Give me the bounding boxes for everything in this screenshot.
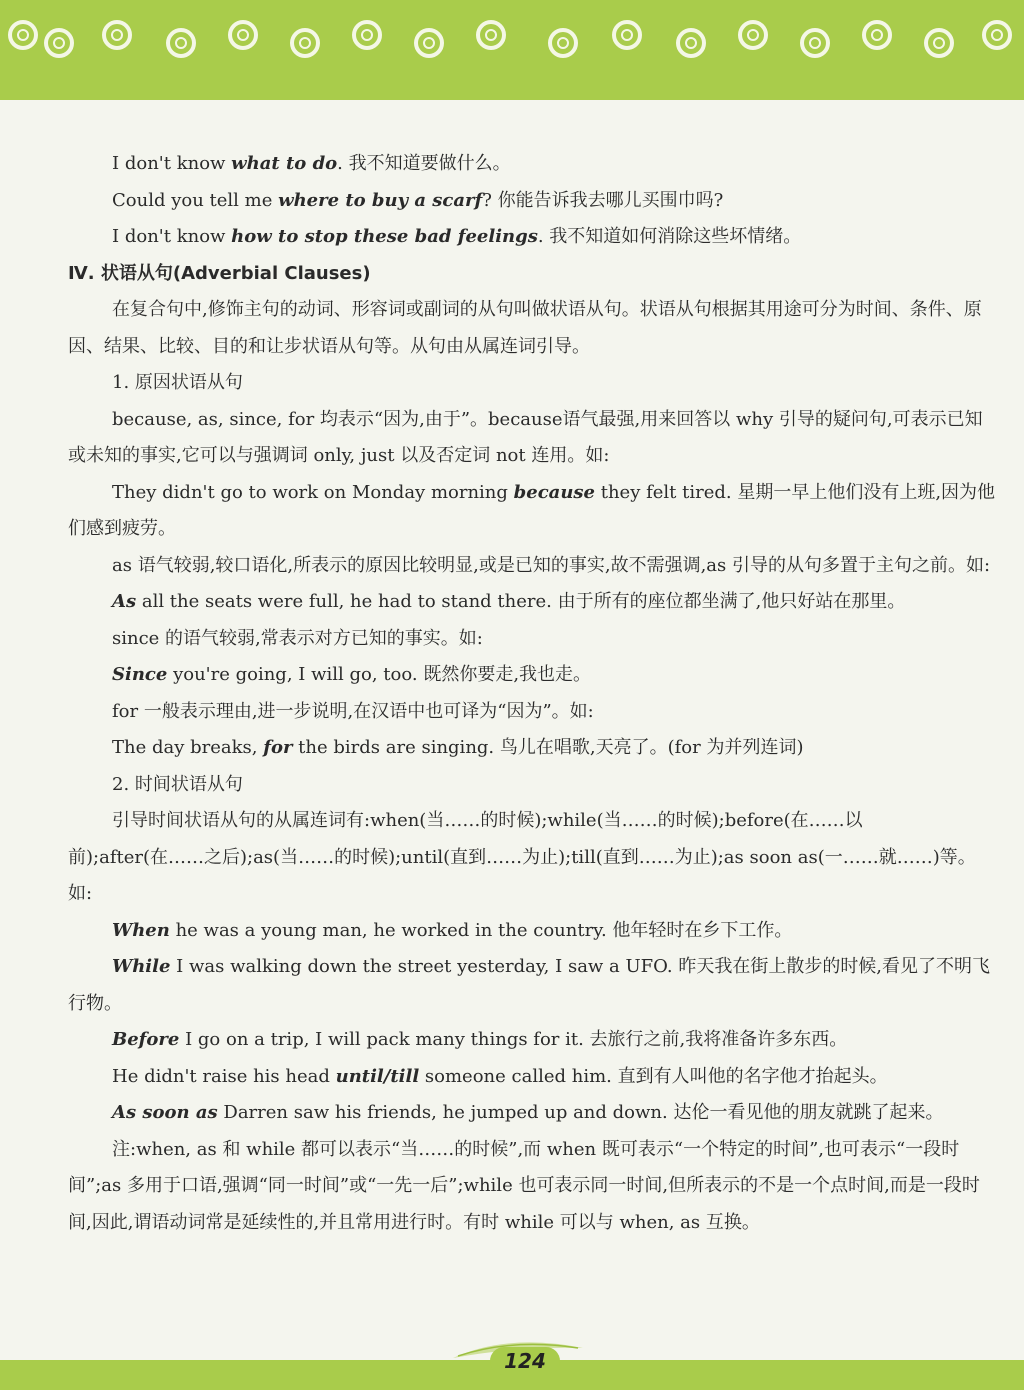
- ring-ornament-icon: [924, 28, 954, 58]
- text-run: the birds are singing. 鸟儿在唱歌,天亮了。(for 为并列连词): [292, 737, 804, 758]
- text-paragraph: [68, 1132, 998, 1242]
- text-paragraph: [68, 949, 998, 1022]
- ring-ornament-icon: [44, 28, 74, 58]
- ring-ornament-icon: [612, 20, 642, 50]
- text-paragraph: [68, 767, 998, 804]
- text-run: I go on a trip, I will pack many things for it. 去旅行之前,我将准备许多东西。: [179, 1029, 848, 1050]
- text-run: 注:when, as 和 while 都可以表示“当……的时候”,而 when 既可表示“一个特定的时间”,也可表示“一段时间”;as 多用于口语,强调“同一时间”或“一先一后”;while 也可表示同一时间,但所表示的不是一个点时间,而是一段时间,因此,谓语动词常是延续性的,并且常用进行时。有时 while 可以与 when, as 互换。: [68, 1138, 980, 1233]
- ring-ornament-icon: [738, 20, 768, 50]
- text-run: They didn't go to work on Monday morning: [112, 481, 514, 503]
- text-paragraph: [68, 402, 998, 475]
- text-run: because, as, since, for 均表示“因为,由于”。because语气最强,用来回答以 why 引导的疑问句,可表示已知或未知的事实,它可以与强调词 only, just 以及否定词 not 连用。如:: [68, 408, 983, 466]
- emphasized-text: When: [112, 919, 170, 941]
- text-paragraph: [68, 803, 998, 913]
- text-paragraph: [68, 475, 998, 548]
- text-paragraph: [68, 730, 998, 767]
- page-number: 124: [490, 1347, 560, 1375]
- text-paragraph: [68, 584, 998, 621]
- text-run: ? 你能告诉我去哪儿买围巾吗?: [482, 189, 724, 211]
- text-run: 在复合句中,修饰主句的动词、形容词或副词的从句叫做状语从句。状语从句根据其用途可分为时间、条件、原因、结果、比较、目的和让步状语从句等。从句由从属连词引导。: [68, 299, 982, 357]
- text-run: 2. 时间状语从句: [112, 773, 243, 795]
- text-run: for 一般表示理由,进一步说明,在汉语中也可译为“因为”。如:: [112, 700, 594, 722]
- text-run: The day breaks,: [112, 737, 264, 758]
- ring-ornament-icon: [166, 28, 196, 58]
- emphasized-text: for: [263, 737, 293, 758]
- text-run: Could you tell me: [112, 189, 279, 211]
- emphasized-text: As soon as: [112, 1102, 218, 1123]
- header-band: [0, 0, 1024, 100]
- ring-ornament-icon: [290, 28, 320, 58]
- ring-ornament-icon: [800, 28, 830, 58]
- ring-ornament-icon: [548, 28, 578, 58]
- emphasized-text: what to do: [231, 153, 338, 174]
- text-run: I don't know: [112, 153, 232, 174]
- ring-ornament-icon: [982, 20, 1012, 50]
- emphasized-text: until/till: [335, 1065, 420, 1087]
- emphasized-text: Since: [112, 664, 168, 685]
- page-content: [68, 146, 998, 1241]
- text-run: . 我不知道要做什么。: [337, 153, 511, 174]
- emphasized-text: Before: [112, 1029, 180, 1050]
- text-run: He didn't raise his head: [112, 1065, 336, 1087]
- text-paragraph: [68, 1022, 998, 1059]
- text-run: . 我不知道如何消除这些坏情绪。: [537, 226, 802, 247]
- emphasized-text: As: [112, 591, 137, 612]
- emphasized-text: where to buy a scarf: [278, 189, 483, 211]
- text-run: as 语气较弱,较口语化,所表示的原因比较明显,或是已知的事实,故不需强调,as 引导的从句多置于主句之前。如:: [112, 554, 991, 576]
- ring-ornament-icon: [862, 20, 892, 50]
- ring-ornament-icon: [414, 28, 444, 58]
- text-paragraph: [68, 1095, 998, 1132]
- text-run: you're going, I will go, too. 既然你要走,我也走。: [167, 664, 592, 685]
- text-run: Darren saw his friends, he jumped up and down. 达伦一看见他的朋友就跳了起来。: [217, 1102, 944, 1123]
- text-run: Ⅳ. 状语从句(Adverbial Clauses): [68, 262, 371, 284]
- emphasized-text: how to stop these bad feelings: [231, 226, 538, 247]
- text-run: they felt tired. 星期一早上他们没有上班,因为他们感到疲劳。: [68, 481, 996, 539]
- text-paragraph: [68, 1059, 998, 1096]
- ring-ornament-icon: [102, 20, 132, 50]
- text-run: since 的语气较弱,常表示对方已知的事实。如:: [112, 627, 483, 649]
- text-paragraph: [68, 183, 998, 220]
- text-run: all the seats were full, he had to stand there. 由于所有的座位都坐满了,他只好站在那里。: [136, 591, 906, 612]
- ring-ornament-icon: [228, 20, 258, 50]
- emphasized-text: While: [112, 956, 171, 977]
- text-paragraph: [68, 146, 998, 183]
- text-run: I was walking down the street yesterday, I saw a UFO. 昨天我在街上散步的时候,看见了不明飞行物。: [68, 956, 991, 1014]
- text-paragraph: [68, 292, 998, 365]
- text-paragraph: [68, 219, 998, 256]
- text-run: 引导时间状语从句的从属连词有:when(当……的时候);while(当……的时候);before(在……以前);after(在……之后);as(当……的时候);until(直到……为止);till(直到……为止);as soon as(一……就……)等。如:: [68, 810, 976, 904]
- text-paragraph: [68, 694, 998, 731]
- text-paragraph: [68, 365, 998, 402]
- text-paragraph: [68, 657, 998, 694]
- ring-ornament-icon: [8, 20, 38, 50]
- ring-ornament-icon: [476, 20, 506, 50]
- text-paragraph: [68, 621, 998, 658]
- text-paragraph: [68, 913, 998, 950]
- section-heading: [68, 256, 998, 293]
- ring-ornament-icon: [352, 20, 382, 50]
- text-run: he was a young man, he worked in the country. 他年轻时在乡下工作。: [169, 919, 793, 941]
- text-run: 1. 原因状语从句: [112, 372, 243, 393]
- ring-ornament-icon: [676, 28, 706, 58]
- text-run: I don't know: [112, 226, 232, 247]
- emphasized-text: because: [513, 481, 595, 503]
- text-paragraph: [68, 548, 998, 585]
- text-run: someone called him. 直到有人叫他的名字他才抬起头。: [419, 1065, 888, 1087]
